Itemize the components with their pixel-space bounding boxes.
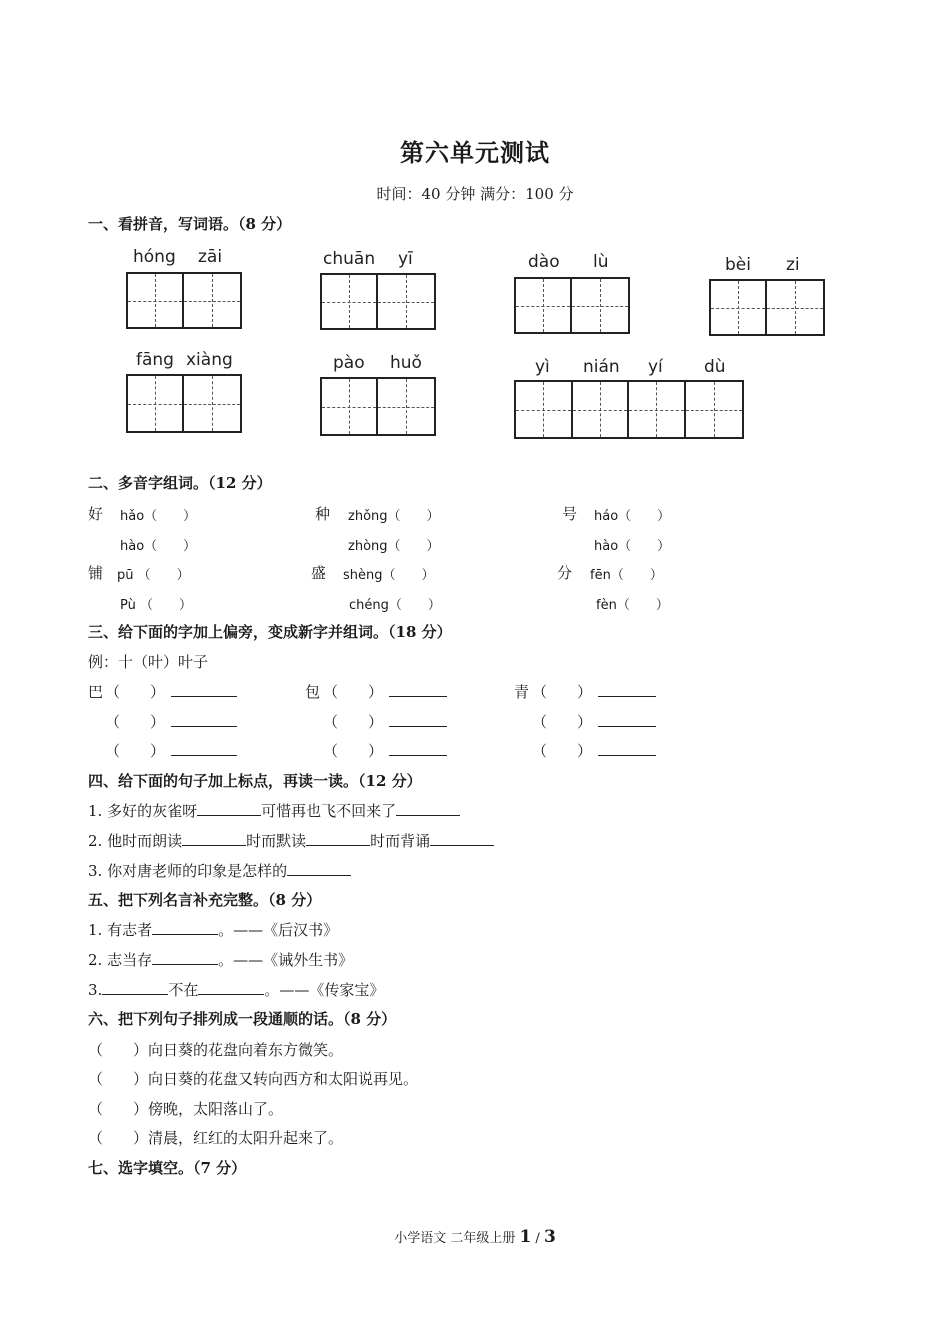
pinyin: zāi xyxy=(198,247,223,267)
section-7-heading: 七、选字填空。（7 分） xyxy=(88,1159,247,1177)
example-line: 例：十（叶）叶子 xyxy=(88,653,209,671)
polyphone-char: 好 xyxy=(88,505,104,523)
answer-paren[interactable]: （ ） xyxy=(323,713,384,731)
answer-paren[interactable]: （ ） xyxy=(105,713,166,731)
answer-paren[interactable]: （ ） xyxy=(532,683,593,701)
answer-blank[interactable] xyxy=(598,713,656,727)
fill-blank[interactable] xyxy=(152,921,218,935)
fill-blank[interactable] xyxy=(198,981,264,995)
writing-grid[interactable] xyxy=(514,380,744,439)
sentence-3: 3. 你对唐老师的印象是怎样的 xyxy=(88,860,351,881)
reading: zhǒng（ ） xyxy=(348,509,440,524)
pinyin: fāng xyxy=(136,350,174,370)
order-item[interactable]: （ ）傍晚，太阳落山了。 xyxy=(88,1100,284,1118)
reading: hǎo（ ） xyxy=(120,509,197,524)
writing-grid[interactable] xyxy=(514,277,630,334)
pinyin: chuān xyxy=(323,249,376,269)
reading: háo（ ） xyxy=(594,509,671,524)
punct-blank[interactable] xyxy=(430,832,494,846)
polyphone-char: 号 xyxy=(562,505,578,523)
answer-paren[interactable]: （ ） xyxy=(105,683,166,701)
reading: pū （ ） xyxy=(117,568,190,583)
reading: shèng（ ） xyxy=(343,568,435,583)
answer-blank[interactable] xyxy=(171,713,237,727)
reading: fèn（ ） xyxy=(596,598,669,613)
answer-blank[interactable] xyxy=(598,742,656,756)
sentence-2: 2. 他时而朗读 时而默读 时而背诵 xyxy=(88,830,494,851)
answer-paren[interactable]: （ ） xyxy=(532,713,593,731)
page-title: 第六单元测试 xyxy=(400,138,550,167)
order-item[interactable]: （ ）向日葵的花盘向着东方微笑。 xyxy=(88,1041,344,1059)
punct-blank[interactable] xyxy=(396,802,460,816)
writing-grid[interactable] xyxy=(320,377,436,436)
punct-blank[interactable] xyxy=(306,832,370,846)
pinyin: dào xyxy=(528,252,560,272)
reading: hào（ ） xyxy=(120,539,197,554)
reading: Pù （ ） xyxy=(120,598,192,613)
pinyin: nián xyxy=(583,357,620,377)
pinyin: pào xyxy=(333,353,365,373)
answer-blank[interactable] xyxy=(171,742,237,756)
pinyin: xiàng xyxy=(186,350,233,370)
pinyin: huǒ xyxy=(390,353,422,373)
answer-blank[interactable] xyxy=(389,683,447,697)
pinyin: yì xyxy=(535,357,550,377)
reading: hào（ ） xyxy=(594,539,671,554)
section-5-heading: 五、把下列名言补充完整。（8 分） xyxy=(88,891,322,909)
punct-blank[interactable] xyxy=(182,832,246,846)
base-char: 青 xyxy=(514,683,530,701)
quote-2: 2. 志当存 。——《诫外生书》 xyxy=(88,951,354,969)
order-item[interactable]: （ ）向日葵的花盘又转向西方和太阳说再见。 xyxy=(88,1070,419,1088)
polyphone-char: 铺 xyxy=(88,564,104,582)
exam-info: 时间：40 分钟 满分：100 分 xyxy=(376,185,574,203)
writing-grid[interactable] xyxy=(320,273,436,330)
fill-blank[interactable] xyxy=(152,951,218,965)
base-char: 包 xyxy=(305,683,321,701)
punct-blank[interactable] xyxy=(197,802,261,816)
answer-blank[interactable] xyxy=(389,742,447,756)
page-total: 3 xyxy=(543,1227,556,1247)
section-2-heading: 二、多音字组词。（12 分） xyxy=(88,474,272,492)
section-3-heading: 三、给下面的字加上偏旁，变成新字并组词。（18 分） xyxy=(88,623,452,641)
answer-blank[interactable] xyxy=(171,683,237,697)
section-1-heading: 一、看拼音，写词语。（8 分） xyxy=(88,215,292,233)
answer-blank[interactable] xyxy=(389,713,447,727)
pinyin: bèi xyxy=(725,255,751,275)
answer-paren[interactable]: （ ） xyxy=(323,742,384,760)
writing-grid[interactable] xyxy=(126,374,242,433)
section-4-heading: 四、给下面的句子加上标点，再读一读。（12 分） xyxy=(88,772,422,790)
polyphone-char: 盛 xyxy=(311,564,327,582)
answer-paren[interactable]: （ ） xyxy=(532,742,593,760)
quote-3: 3. 不在 。——《传家宝》 xyxy=(88,981,385,999)
reading: chéng（ ） xyxy=(349,598,441,613)
answer-paren[interactable]: （ ） xyxy=(323,683,384,701)
quote-1: 1. 有志者 。——《后汉书》 xyxy=(88,921,339,939)
pinyin: dù xyxy=(704,357,726,377)
pinyin: lù xyxy=(593,252,609,272)
page-footer: 小学语文 二年级上册 1 / 3 xyxy=(394,1227,556,1247)
reading: fēn（ ） xyxy=(590,568,663,583)
pinyin: yī xyxy=(398,249,413,269)
page-number: 1 xyxy=(519,1227,532,1247)
answer-paren[interactable]: （ ） xyxy=(105,742,166,760)
fill-blank[interactable] xyxy=(102,981,168,995)
answer-blank[interactable] xyxy=(598,683,656,697)
pinyin: hóng xyxy=(133,247,176,267)
base-char: 巴 xyxy=(88,683,104,701)
section-6-heading: 六、把下列句子排列成一段通顺的话。（8 分） xyxy=(88,1010,397,1028)
polyphone-char: 分 xyxy=(557,564,573,582)
polyphone-char: 种 xyxy=(315,505,331,523)
punct-blank[interactable] xyxy=(287,862,351,876)
pinyin: zi xyxy=(786,255,800,275)
writing-grid[interactable] xyxy=(709,279,825,336)
writing-grid[interactable] xyxy=(126,272,242,329)
pinyin: yí xyxy=(648,357,663,377)
order-item[interactable]: （ ）清晨，红红的太阳升起来了。 xyxy=(88,1129,344,1147)
sentence-1: 1. 多好的灰雀呀 可惜再也飞不回来了 xyxy=(88,800,460,821)
reading: zhòng（ ） xyxy=(348,539,440,554)
